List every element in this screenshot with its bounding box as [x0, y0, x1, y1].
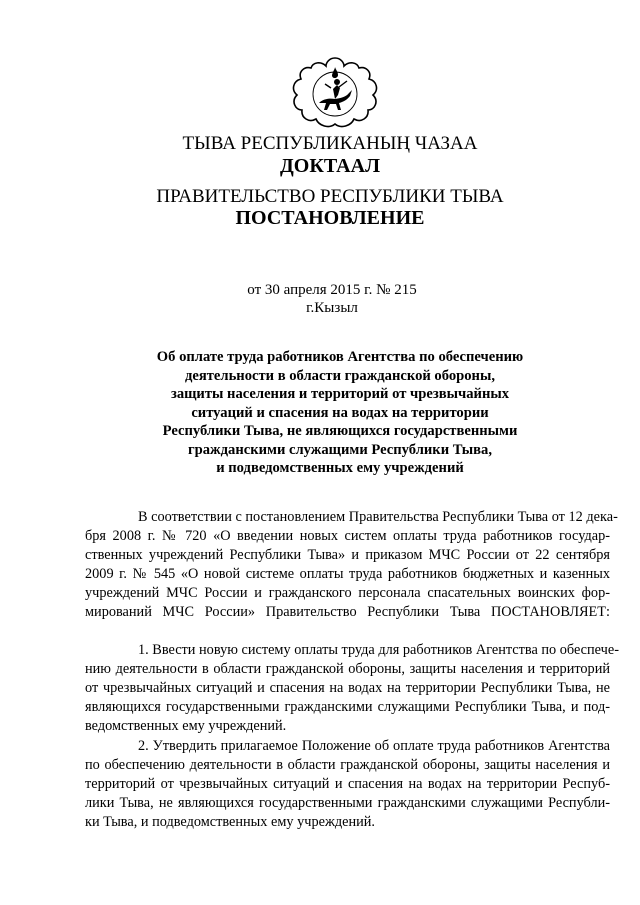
document-date-number: от 30 апреля 2015 г. № 215	[247, 282, 417, 298]
title-line: Республики Тыва, не являющихся государственными	[162, 423, 518, 439]
tyva-document-type: ДОКТААЛ	[280, 155, 380, 177]
paragraph-line: учреждений МЧС России и гражданского персонала спасательных воинских фор-	[85, 585, 610, 601]
title-line: ситуаций и спасения на водах на территории	[191, 404, 489, 421]
title-line: защиты населения и территорий от чрезвычайных	[170, 386, 510, 402]
title-line: гражданскими служащими Республики Тыва,	[188, 441, 492, 458]
paragraph-line: В соответствии с постановлением Правительства Республики Тыва от 12 дека-	[138, 509, 618, 525]
paragraph-line: бря 2008 г. № 720 «О введении новых систем оплаты труда работников государ-	[85, 528, 610, 544]
document-title	[60, 348, 620, 478]
title-line: Об оплате труда работников Агентства по обеспечению	[156, 349, 524, 365]
tyva-coat-of-arms-icon	[289, 55, 381, 131]
paragraph-line: от чрезвычайных ситуаций и спасения на водах на территории Республики Тыва, не	[85, 680, 610, 696]
clause-2-paragraph	[85, 737, 610, 832]
title-line: деятельности в области гражданской обороны,	[185, 367, 495, 384]
tyva-government-title: ТЫВА РЕСПУБЛИКАНЫҢ ЧАЗАА	[182, 133, 478, 154]
paragraph-line: 1. Ввести новую систему оплаты труда для работников Агентства по обеспече-	[138, 642, 619, 658]
title-line: и подведомственных ему учреждений	[216, 460, 464, 476]
document-city: г.Кызыл	[306, 300, 358, 316]
paragraph-line: ки Тыва, и подведомственных ему учреждений.	[85, 814, 375, 830]
clause-1-paragraph	[85, 641, 619, 736]
paragraph-line: территорий от чрезвычайных ситуаций и спасения на водах на территории Респуб-	[85, 776, 610, 792]
paragraph-line: ственных учреждений Республики Тыва» и приказом МЧС России от 22 сентября	[85, 547, 610, 563]
paragraph-line: лики Тыва, не являющихся государственными гражданскими служащими Республи-	[85, 795, 610, 811]
paragraph-line: по обеспечению деятельности в области гражданской обороны, защиты населения и	[85, 757, 610, 773]
document-type: ПОСТАНОВЛЕНИЕ	[235, 207, 425, 229]
paragraph-line: 2. Утвердить прилагаемое Положение об оплате труда работников Агентства	[138, 738, 610, 754]
preamble-paragraph	[85, 508, 618, 622]
paragraph-line: 2009 г. № 545 «О новой системе оплаты труда работников бюджетных и казенных	[85, 566, 610, 582]
paragraph-line: нию деятельности в области гражданской обороны, защиты населения и территорий	[85, 661, 610, 677]
paragraph-line: являющихся государственными гражданскими служащими Республики Тыва, и под-	[85, 699, 610, 715]
government-title: ПРАВИТЕЛЬСТВО РЕСПУБЛИКИ ТЫВА	[156, 186, 504, 207]
paragraph-line: мирований МЧС России» Правительство Республики Тыва ПОСТАНОВЛЯЕТ:	[85, 604, 610, 620]
paragraph-line: ведомственных ему учреждений.	[85, 718, 287, 734]
